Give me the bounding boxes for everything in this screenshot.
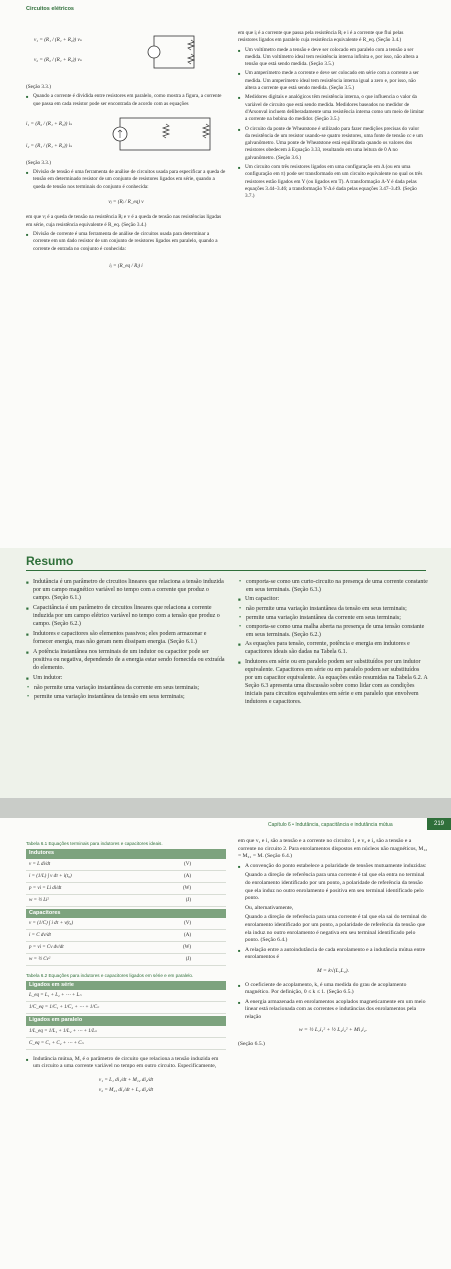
indutancia-mutua-text: ■ Indutância mútua, M, é o parâmetro de circuito que relaciona a tensão induzida em um circuito a uma corrente variável no tempo em outro circuito. Especificamente, bbox=[26, 1056, 226, 1071]
resumo-left-column bbox=[26, 578, 226, 702]
medidores-text: ■ Medidores digitais e analógicos têm resistência interna, o que influencia o valor da variável de circuito que está sendo medida. Medidores baseados no medidor de d'Arsonval incluem deliberadamente uma resistência interna como um meio de limitar a corrente na bobina do medidor. (Seção 3.5.) bbox=[238, 94, 424, 123]
left-column bbox=[26, 30, 226, 280]
delta-y-text: ■ Um circuito com três resistores ligados em uma configuração em Δ (ou em uma configuração em π) pode ser transformado em um circuito equivalente no qual os três resistores estão ligados em Y (ou ligados em T). A transformação Δ-Y é dada pelas equações 3.44–3.46; a transformação Y-Δ é dada pelas equações 3.47–3.49. (Seção 3.7.) bbox=[238, 164, 424, 200]
voltage-division-text: ■ Divisão de tensão é uma ferramenta de análise de circuitos usada para especificar a queda de tensão em determinado resistor de um conjunto de resistores ligados em série, quando a queda de tensão nos terminais do conjunto é conhecida: bbox=[26, 169, 226, 191]
indutor-subitem: • permite uma variação instantânea da tensão em seus terminais; bbox=[26, 693, 226, 701]
capacitor-subitem: • permite uma variação instantânea da corrente em seus terminais; bbox=[238, 614, 428, 622]
table-row: L_eq = L₁ + L₂ + ⋯ + Lₙ bbox=[26, 990, 226, 1002]
page-circuitos bbox=[0, 0, 451, 548]
eq-v1: v₁ = (R₁ / (R₁ + R₂)) vₛ bbox=[34, 37, 82, 43]
indutor-subitem: • não permite uma variação instantânea da corrente em seus terminais; bbox=[26, 684, 226, 692]
table-row: 1/L_eq = 1/L₁ + 1/L₂ + ⋯ + 1/Lₙ bbox=[26, 1026, 226, 1038]
potencia-item: ■ A potência instantânea nos terminais de um indutor ou capacitor pode ser positiva ou negativa, dependendo de a energia estar sendo fornecida ou extraída do elemento. bbox=[26, 648, 226, 672]
table-row: i = C dv/dt (A) bbox=[26, 930, 226, 942]
eq-i1: i₁ = (R₂ / (R₁ + R₂)) iₛ bbox=[26, 120, 72, 127]
voltimetro-text: ■ Um voltímetro mede a tensão e deve ser colocado em paralelo com a tensão a ser medida. Um voltímetro ideal tem resistência interna infinita e, por isso, não altera a tensão que está sendo medida. (Seção 3.5.) bbox=[238, 47, 424, 69]
convencao-ponto-text: ■ A convenção do ponto estabelece a polaridade de tensões mutuamente induzidas: bbox=[238, 863, 428, 871]
section-title: Resumo bbox=[26, 554, 74, 568]
amperimetro-text: ■ Um amperímetro mede a corrente e deve ser colocado em série com a corrente a ser medida. Um amperímetro ideal tem resistência interna igual a zero e, por isso, não altera a corrente que está sendo medida. (Seção 3.5.) bbox=[238, 70, 424, 92]
table-row: C_eq = C₁ + C₂ + ⋯ + Cₙ bbox=[26, 1038, 226, 1050]
running-header: Capítulo 6 • Indutância, capacitância e indutância mútua bbox=[268, 822, 393, 828]
wheatstone-text: ■ O circuito da ponte de Wheatstone é utilizado para fazer medições precisas do valor da resistência de um resistor usando-se quatro resistores, uma fonte de tensão cc e um galvanômetro. Uma ponte de Wheatstone está equilibrada quando os valores dos resistores obedecem à Equação 3.33, resultando em uma leitura de 0 A no galvanômetro. (Seção 3.6.) bbox=[238, 126, 424, 162]
eq-v2: v₂ = (R₂ / (R₁ + R₂)) vₛ bbox=[34, 57, 82, 63]
page-219 bbox=[0, 818, 451, 1269]
equacoes-item: ■ As equações para tensão, corrente, potência e energia em indutores e capacitores ideais são dadas na Tabela 6.1. bbox=[238, 640, 428, 656]
eq-v1-mutual: v₁ = L₁ di₁/dt + M₁₂ di₂/dt bbox=[98, 1076, 154, 1083]
current-divider-text: ■ Quando a corrente é dividida entre resistores em paralelo, como mostra a figura, a corrente que passa em cada resistor pode ser encontrada de acordo com as equações bbox=[26, 93, 226, 108]
energia-text: ■ A energia armazenada em enrolamentos acoplados magneticamente em um meio linear está relacionada com as correntes e indutâncias dos enrolamentos pela relação bbox=[238, 999, 428, 1022]
table-row: v = L di/dt (V) bbox=[26, 859, 226, 871]
table-6-1-capacitors-header: Capacitores bbox=[26, 909, 226, 918]
convencao-paragraph-2: Quando a direção de referência para uma corrente é tal que ela sai do terminal do enrolamento identificado por um ponto, a polaridade de referência da tensão que ela induz no outro enrolamento é negativa em seu terminal identificado pelo ponto. (Seção 6.4.) bbox=[245, 914, 427, 944]
section-ref: (Seção 3.3.) bbox=[26, 159, 51, 166]
right-column bbox=[238, 30, 424, 203]
mutual-intro-text: em que v₁ e i₁ são a tensão e a corrente no circuito 1, e v₂ e i₂ são a tensão e a corrente no circuito 2. Para enrolamentos dispostos em núcleos não magnéticos, M₁₂ = M₂₁ = M. (Seção 6.4.) bbox=[238, 838, 428, 860]
voltage-divider-block bbox=[26, 30, 226, 70]
table-6-1-inductor-rows bbox=[26, 859, 226, 907]
page-resumo bbox=[0, 548, 451, 798]
eq-v2-mutual: v₂ = M₂₁ di₁/dt + L₂ di₂/dt bbox=[98, 1087, 154, 1094]
eq-M: M = k√(L₁L₂). bbox=[316, 967, 350, 974]
table-row: i = (1/L) ∫ v dτ + i(t₀) (A) bbox=[26, 871, 226, 883]
eq-ij: iⱼ = (R_eq / Rⱼ) i bbox=[109, 262, 143, 269]
current-divider-circuit-diagram bbox=[106, 110, 216, 156]
title-rule bbox=[26, 570, 426, 571]
section-ref: (Seção 3.3.) bbox=[26, 84, 51, 90]
page-number: 219 bbox=[427, 818, 451, 830]
capacitor-subitem: • não permite uma variação instantânea da tensão em seus terminais; bbox=[238, 605, 428, 613]
current-division-text: ■ Divisão de corrente é uma ferramenta de análise de circuitos usada para determinar a corrente em um dado resistor de um conjunto de resistores ligados em paralelo, quando a corrente de entrada no conjunto é conhecida: bbox=[26, 231, 226, 253]
table-row: v = (1/C) ∫ i dτ + v(t₀) (V) bbox=[26, 918, 226, 930]
table-row: w = ½ Li² (J) bbox=[26, 895, 226, 907]
table-row: p = vi = Li di/dt (W) bbox=[26, 883, 226, 895]
table-6-2-caption: Tabela 6.2 Equações para indutores e capacitores ligados em série e em paralelo. bbox=[26, 972, 194, 978]
passivos-item: ■ Indutores e capacitores são elementos passivos; eles podem armazenar e fornecer energia, mas não geram nem dissipam energia. (Seção 6.1.) bbox=[26, 630, 226, 646]
ij-explanation: em que iⱼ é a corrente que passa pela resistência Rⱼ e i é a corrente que flui pelas resistores ligados em paralelo cuja resistência equivalente é R_eq. (Seção 3.4.) bbox=[238, 30, 404, 44]
capacitor-subitem: • comporta-se como uma malha aberta na presença de uma tensão constante em seus terminais. (Seção 6.2.) bbox=[238, 623, 428, 639]
voltage-divider-circuit-diagram bbox=[144, 30, 214, 72]
serie-paralelo-item: ■ Indutores em série ou em paralelo podem ser substituídos por um indutor equivalente. Capacitores em série ou em paralelo podem ser substituídos por um capacitor equivalente. As equações estão resumidas na Tabela 6.2. A Seção 6.3 apresenta uma discussão sobre como lidar com as condições iniciais para circuitos equivalentes em série e em paralelo que envolvem indutores e capacitores. bbox=[238, 658, 428, 706]
table-6-2-parallel-header: Ligados em paralelo bbox=[26, 1016, 226, 1025]
table-row: 1/C_eq = 1/C₁ + 1/C₂ + ⋯ + 1/Cₙ bbox=[26, 1002, 226, 1014]
table-6-1-inductors-header: Indutores bbox=[26, 849, 226, 858]
section-ref: (Seção 6.5.) bbox=[238, 1041, 265, 1048]
eq-i2: i₂ = (R₁ / (R₁ + R₂)) iₛ bbox=[26, 142, 72, 149]
relacao-text: ■ A relação entre a autoindutância de cada enrolamento e a indutância mútua entre enrolamentos é bbox=[238, 947, 428, 962]
table-row: p = vi = Cv dv/dt (W) bbox=[26, 942, 226, 954]
capacitor-item: ■ Um capacitor: bbox=[238, 595, 428, 603]
table-6-1-caption: Tabela 6.1 Equações terminais para indutores e capacitores ideais. bbox=[26, 841, 163, 846]
eq-vj: vⱼ = (Rⱼ / R_eq) v bbox=[108, 199, 144, 206]
table-6-2-series-header: Ligados em série bbox=[26, 981, 226, 990]
indutancia-item: ■ Indutância é um parâmetro de circuitos lineares que relaciona a tensão induzida por um campo magnético variável no tempo com a corrente que produz o campo. (Seção 6.1.) bbox=[26, 578, 226, 602]
p3-left-column bbox=[26, 838, 226, 1098]
current-divider-block bbox=[26, 110, 226, 160]
eq-energy: w = ½ L₁i₁² + ½ L₂i₂² + Mi₁i₂. bbox=[298, 1027, 368, 1034]
resumo-right-column bbox=[238, 578, 428, 708]
capacitancia-item: ■ Capacitância é um parâmetro de circuitos lineares que relaciona a corrente induzida por um campo elétrico variável no tempo com a tensão que produz o campo. (Seção 6.2.) bbox=[26, 604, 226, 628]
convencao-paragraph-1: Quando a direção de referência para uma corrente é tal que ela entra no terminal do enrolamento identificado por um ponto, a polaridade de referência da tensão que ela induz no outro enrolamento é positiva em seu terminal identificado pelo ponto. bbox=[245, 872, 425, 902]
p3-right-column bbox=[238, 838, 428, 1051]
alternative-label: Ou, alternativamente, bbox=[245, 904, 294, 911]
page-header: Circuitos elétricos bbox=[26, 6, 74, 12]
indutor-item: ■ Um indutor: bbox=[26, 674, 226, 682]
coeficiente-text: ■ O coeficiente de acoplamento, k, é uma medida do grau de acoplamento magnético. Por definição, 0 ≤ k ≤ 1. (Seção 6.5.) bbox=[238, 982, 428, 997]
vj-explanation: em que vⱼ é a queda de tensão na resistência Rⱼ e v é a queda de tensão nas resistências ligadas em série, cuja resistência equivalente é R_eq. (Seção 3.4.) bbox=[26, 214, 222, 228]
table-row: w = ½ Cv² (J) bbox=[26, 954, 226, 966]
page-gap bbox=[0, 798, 451, 818]
indutor-subitem: • comporta-se como um curto-circuito na presença de uma corrente constante em seus terminais. (Seção 6.3.) bbox=[238, 578, 428, 594]
table-6-1-capacitor-rows bbox=[26, 918, 226, 966]
